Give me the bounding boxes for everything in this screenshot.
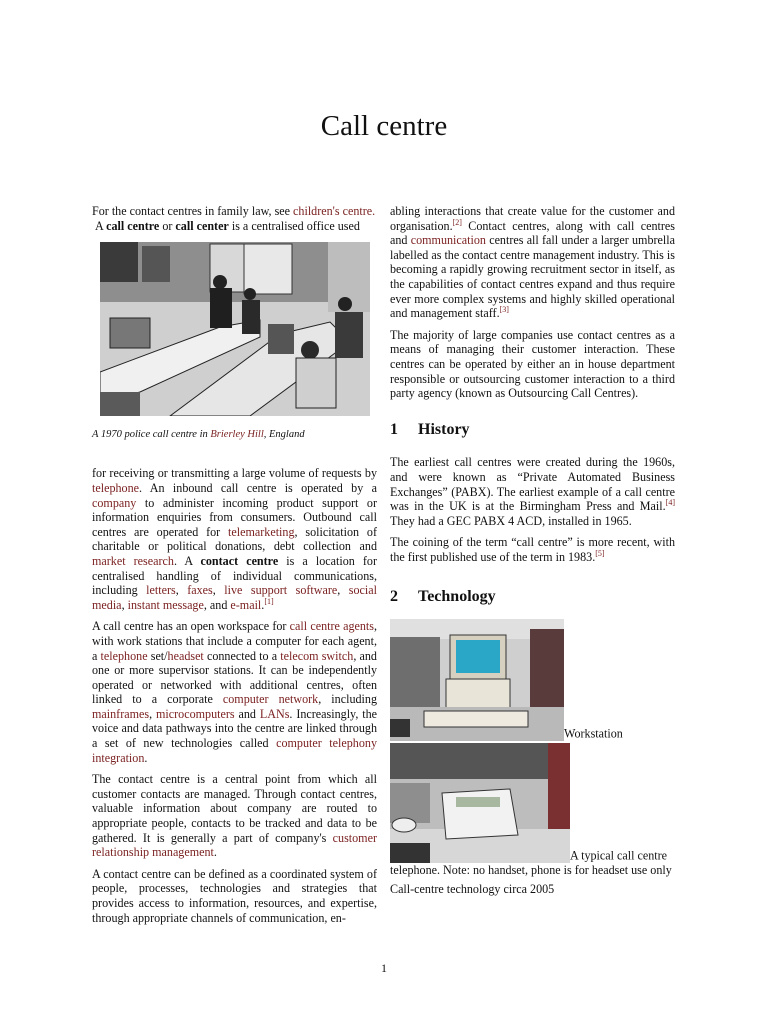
link-computer-telephony-integration[interactable]: computer telephony integration bbox=[92, 736, 377, 765]
text: is a location for centralised handling of individual communications, including bbox=[92, 553, 377, 598]
paragraph bbox=[92, 466, 377, 612]
text: set/ bbox=[147, 648, 168, 663]
workstation-photo bbox=[390, 619, 564, 741]
text: , including bbox=[318, 692, 377, 707]
text: , bbox=[175, 583, 188, 598]
term-call-centre: call centre bbox=[106, 218, 160, 233]
link-live-support-software[interactable]: live support software bbox=[224, 583, 338, 598]
left-column bbox=[92, 204, 377, 932]
text: , and one or more supervisor stations. It can be independently operated or networked with additional centres, often linked to a corporate bbox=[92, 648, 377, 707]
police-call-centre-photo bbox=[100, 242, 370, 416]
link-letters[interactable]: letters bbox=[146, 583, 176, 598]
section-heading-history bbox=[390, 420, 675, 438]
hatnote-text: For the contact centres in family law, see bbox=[92, 204, 294, 218]
text: and bbox=[234, 706, 260, 721]
text: centres all fall under a larger umbrella labelled as the contact centre management industry. This is becoming a rapidly growing recruitment sector in itself, as the capabilities of contact centres expand and thus require ever more complex systems and highly skilled operational and management staff. bbox=[390, 233, 675, 321]
link-telemarketing[interactable]: telemarketing bbox=[228, 524, 295, 539]
term-call-center: call center bbox=[175, 218, 229, 233]
link-faxes[interactable]: faxes bbox=[187, 583, 213, 598]
text: to administer incoming product support or information enquiries from consumers. Outbound call centres are operated for bbox=[92, 495, 377, 539]
paragraph bbox=[390, 535, 675, 564]
text: , and bbox=[203, 597, 231, 612]
paragraph bbox=[92, 772, 377, 860]
intro-text: A bbox=[95, 218, 107, 233]
figure-caption bbox=[92, 428, 377, 443]
link-telephone[interactable]: telephone bbox=[92, 480, 140, 495]
text: The earliest call centres were created during the 1960s, and were known as “Private Automated Business Exchanges” (PABX). The earliest example of a call centre was in the UK is at the Birmingham Press and Mail. bbox=[390, 455, 675, 514]
text: abling interactions that create value for the customer and organisation. bbox=[390, 204, 675, 233]
page-title: Call centre bbox=[320, 110, 448, 142]
text: A call centre has an open workspace for bbox=[92, 619, 290, 634]
link-telecom-switch[interactable]: telecom switch bbox=[280, 648, 354, 663]
text: connected to a bbox=[203, 648, 281, 663]
photo-caption: Workstation bbox=[564, 726, 623, 741]
intro-line bbox=[92, 219, 377, 234]
section-heading-technology bbox=[390, 590, 675, 605]
photo-caption: A typical call centre telephone. Note: no handset, phone is for headset use only bbox=[390, 848, 672, 878]
link-e-mail[interactable]: e-mail bbox=[230, 597, 262, 612]
link-brierley-hill[interactable]: Brierley Hill bbox=[210, 428, 264, 440]
paragraph bbox=[390, 455, 675, 528]
link-lans[interactable]: LANs bbox=[259, 706, 290, 721]
paragraph bbox=[390, 204, 675, 321]
text: . An inbound call centre is operated by a bbox=[139, 480, 377, 495]
link-computer-network[interactable]: computer network bbox=[222, 692, 319, 707]
section-title: Technology bbox=[418, 588, 496, 606]
link-childrens-centre[interactable]: children's centre. bbox=[293, 204, 376, 218]
citation-4[interactable]: [4] bbox=[665, 498, 675, 508]
link-telephone[interactable]: telephone bbox=[100, 648, 148, 663]
paragraph bbox=[92, 619, 377, 765]
caption-text: A 1970 police call centre in bbox=[92, 428, 211, 440]
link-communication[interactable]: communication bbox=[410, 233, 486, 248]
figure-caption: Call-centre technology circa 2005 bbox=[390, 881, 555, 896]
text: . bbox=[144, 750, 148, 765]
paragraph: A contact centre can be defined as a coordinated system of people, processes, technologies and strategies that provides access to information, resources, and expertise, through appropriate channels of communication, en- bbox=[92, 866, 377, 925]
text: The contact centre is a central point from which all customer contacts are managed. Through contact centres, valuable information about company are routed to appropriate people, contacts to be tracked and data to be gathered. It is generally a part of company's bbox=[92, 772, 377, 845]
caption-text: , England bbox=[263, 428, 305, 440]
telephone-photo bbox=[390, 743, 570, 863]
page-number: 1 bbox=[381, 961, 387, 975]
link-headset[interactable]: headset bbox=[167, 648, 204, 663]
text: , bbox=[121, 597, 128, 612]
link-microcomputers[interactable]: microcomputers bbox=[156, 706, 235, 721]
text: . A bbox=[173, 553, 201, 568]
text: . Increasingly, the voice and data pathways into the centre are linked through a set of new technologies called bbox=[92, 706, 378, 751]
workstation-figure bbox=[390, 619, 675, 741]
citation-1[interactable]: [1] bbox=[264, 596, 274, 606]
text: , with work stations that include a computer for each agent, a bbox=[92, 619, 378, 663]
paragraph: The majority of large companies use contact centres as a means of managing their customer interaction. These centres can be operated by either an in house department responsible or outsourcing customer interaction to a third party agency (known as Outsourcing Call Centres). bbox=[390, 327, 675, 401]
text: for receiving or transmitting a large volume of requests by bbox=[92, 466, 377, 481]
text: , bbox=[337, 583, 349, 598]
telephone-figure bbox=[390, 743, 675, 878]
text: , bbox=[149, 706, 157, 721]
text: . bbox=[261, 597, 265, 612]
text: , solicitation of charitable or political donations, debt collection and bbox=[92, 524, 377, 554]
link-company[interactable]: company bbox=[92, 495, 137, 510]
section-title: History bbox=[418, 420, 470, 438]
citation-3[interactable]: [3] bbox=[499, 305, 509, 315]
link-customer-relationship-management[interactable]: customer relationship management bbox=[92, 830, 377, 860]
text: , bbox=[212, 583, 225, 598]
text: . bbox=[213, 845, 217, 860]
term-contact-centre: contact centre bbox=[200, 553, 279, 568]
right-column bbox=[390, 204, 675, 903]
citation-5[interactable]: [5] bbox=[595, 548, 605, 558]
intro-text: is a centralised office used bbox=[228, 218, 360, 233]
section-number: 2 bbox=[390, 588, 398, 606]
link-social-media[interactable]: social media bbox=[92, 583, 377, 612]
link-call-centre-agents[interactable]: call centre agents bbox=[289, 619, 374, 634]
link-market-research[interactable]: market research bbox=[92, 553, 174, 568]
citation-2[interactable]: [2] bbox=[452, 217, 462, 227]
intro-text: or bbox=[159, 218, 176, 233]
link-mainframes[interactable]: mainframes bbox=[92, 706, 150, 721]
link-instant-message[interactable]: instant message bbox=[127, 597, 204, 612]
text: They had a GEC PABX 4 ACD, installed in 1965. bbox=[390, 513, 632, 528]
section-number: 1 bbox=[390, 420, 398, 438]
text: Contact centres, along with call centres and bbox=[390, 218, 675, 248]
text: The coining of the term “call centre” is more recent, with the first published use of the term in 1983. bbox=[390, 535, 675, 564]
hatnote bbox=[92, 204, 377, 219]
